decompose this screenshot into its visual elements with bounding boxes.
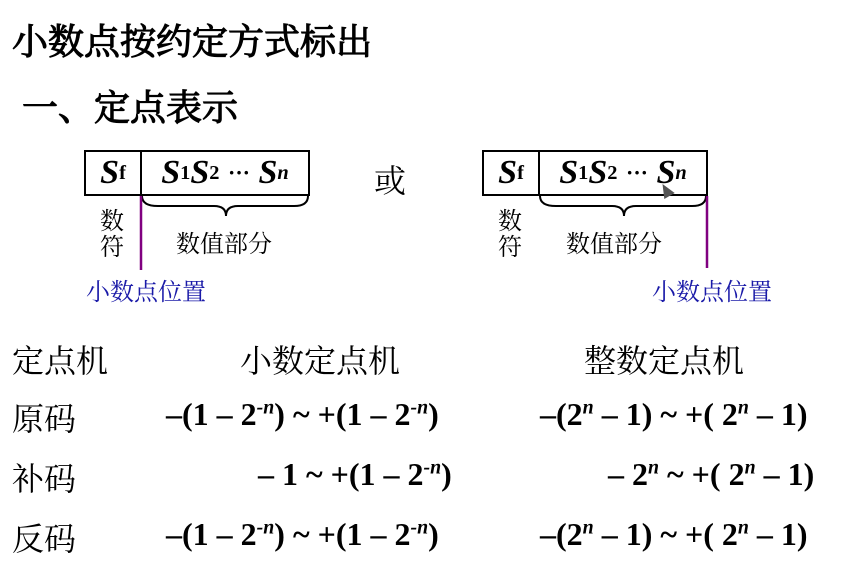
position-label-left: 小数点位置 xyxy=(86,278,206,306)
position-label-right: 小数点位置 xyxy=(652,278,772,306)
header-col2: 整数定点机 xyxy=(584,342,745,380)
header-col0: 定点机 xyxy=(12,342,109,380)
sign-cell: S f xyxy=(86,152,142,194)
page-title: 小数点按约定方式标出 xyxy=(12,22,373,63)
row-name-1: 原码 xyxy=(12,400,77,438)
value-label-right: 数值部分 xyxy=(566,230,662,258)
or-label: 或 xyxy=(374,162,407,200)
range-integer-1: –(2$^n$ – 1) ~ +( 2$^n$ – 1) xyxy=(540,396,808,432)
range-fraction-2: – 1 ~ $+(1 - 2^{-n})$ xyxy=(258,456,452,492)
range-fraction-3: $-(1 - 2^{-n})$ ~ $+(1 - 2^{-n})$ xyxy=(166,516,439,552)
value-brace-right xyxy=(540,196,706,216)
value-label-left: 数值部分 xyxy=(176,230,272,258)
value-brace-left xyxy=(142,196,308,216)
sign-label-left: 数符 xyxy=(100,207,124,261)
value-cells: S 1 S 2 ··· S n xyxy=(559,154,687,191)
row-name-2: 补码 xyxy=(12,460,77,498)
sign-label-right: 数符 xyxy=(498,207,522,261)
section-heading: 一、定点表示 xyxy=(22,88,239,129)
sign-cell: S f xyxy=(484,152,540,194)
header-col1: 小数定点机 xyxy=(240,342,401,380)
value-cells: S 1 S 2 ··· S n xyxy=(161,154,289,191)
range-fraction-1: $-(1 - 2^{-n})$ ~ $+(1 - 2^{-n})$ xyxy=(166,396,439,432)
range-integer-3: –(2$^n$ – 1) ~ +( 2$^n$ – 1) xyxy=(540,516,808,552)
row-name-3: 反码 xyxy=(12,520,77,558)
range-integer-2: – 2$^n$ ~ +( 2$^n$ – 1) xyxy=(608,456,815,492)
